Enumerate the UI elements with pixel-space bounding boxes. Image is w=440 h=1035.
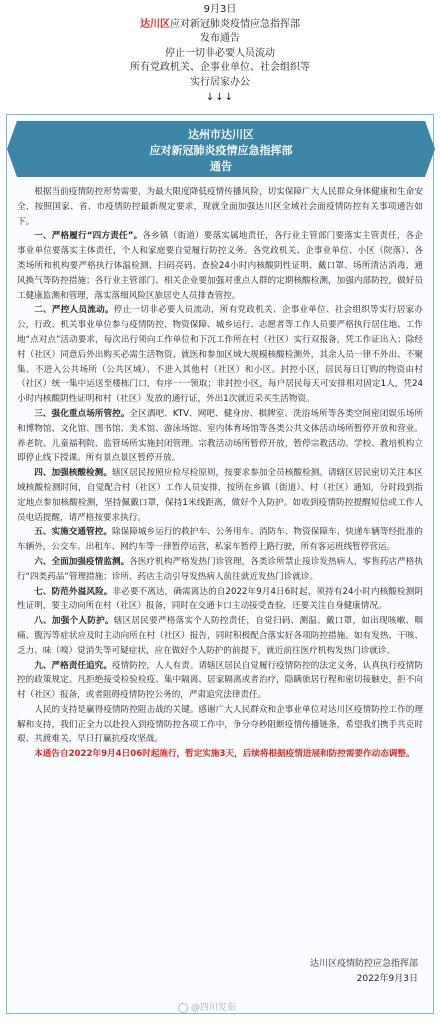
section-8-title: 八、加强个人防护。 <box>34 616 114 627</box>
section-8-text: 辖区居民要严格落实个人防控责任，自觉扫码、测温、戴口罩，如出现咳嗽、咽痛、腹泻等症状应及时主动向所在村（社区）报告，同时积极配合落实好各项防控措施。如有发热、干咳、乏力、味（嗅）觉消失等可疑症状，应在做好个人防护的前提下，就近前往医疗机构发热门诊就诊。 <box>17 616 423 656</box>
section-5-text: 除保障城乡运行的救护车、公务用车、消防车、物资保障车、快递车辆等经批准的车辆外，公交车、出租车、网约车等一律暂停运营，私家车暂停上路行驶，所有客运班线暂停营运。 <box>17 527 423 553</box>
section-6-text: 各医疗机构严格发热门诊管理，各类诊所禁止接诊发热病人，零售药店严格执行“四类药品”管理措施；诊所、药店主动引导发热病人前往就近发热门诊就诊。 <box>17 556 423 582</box>
section-4-title: 四、加强核酸检测。 <box>34 468 112 479</box>
section-3 <box>17 407 423 466</box>
intro-line2: 发布通告 <box>200 33 240 45</box>
section-9 <box>17 659 423 703</box>
intro-paragraph: 根据当前疫情防控形势需要，为最大限度降低疫情传播风险，切实保障广大人民群众身体健康和生命安全，按照国家、省、市疫情防控最新规定要求，现就全面加强达川区全域社会面疫情防控有关事项通告如下。 <box>17 187 423 227</box>
signature-block <box>310 957 418 987</box>
section-9-text: 疫情防控，人人有责。请辖区居民自觉履行疫情防控的法定义务，认真执行疫情防控的政策规定。凡拒绝接受检验检疫、集中隔离、居家隔离或者治疗，隐瞒旅居行程和密切接触史，拒不向村（社区）报备，或者阻碍疫情防控公务的，严肃追究法律责任。 <box>17 660 423 701</box>
intro-arrows: ↓↓↓ <box>205 91 235 103</box>
section-9-title: 九、严格责任追究。 <box>34 660 112 671</box>
notice-banner <box>17 121 425 177</box>
intro-org-rest: 应对新冠肺炎疫情应急指挥部 <box>170 18 300 30</box>
banner-line3: 通告 <box>210 160 232 173</box>
section-1-text: 各乡镇（街道）要落实属地责任，各行业主管部门要落实主管责任，各企事业单位要落实主体责任，个人和家庭要自觉履行防控义务。各党政机关、企事业单位、小区（院落）、各类场所和机构要严格执行体温检测、扫码亮码、查验24小时内核酸阴性证明、戴口罩、场所清洁消毒、通风换气等防控措施；各行业主管部门、相关企业要加强对重点人群的定期核酸检测，加强内部防控，做好员工健康监测和管理，落实落细风险区旅居史人员排查管控。 <box>17 231 423 301</box>
section-1-title: 一、严格履行“四方责任”。 <box>34 231 143 242</box>
section-2-text: 停止一切非必要人员流动，所有党政机关、企事业单位、社会组织等实行居家办公，行政、机关事业单位参与疫情防控、物资保障、城乡运行、志愿者等工作人员要严格执行居住地、工作地“点对点”活动要求，每次出行须向工作单位和下沉工作所在村（社区）实行双报备，凭工作证出入；除经村（社区）同意后外出购买必需生活物资、就医和参加区域大规模核酸检测外，其余人员一律不外出、不聚集、不进入公共场所（公共区域）、不进入其他村（社区）和小区。封控小区，居民每日订购的物资由村（社区）统一集中运送至楼栋门口，有序一一领取；非封控小区，每户居民每天可安排相对固定1人，凭24小时内核酸阴性证明和村（社区）发放的通行证，外出1次就近采买生活物资。 <box>17 305 423 405</box>
watermark-text: @四川发布 <box>191 1003 237 1013</box>
section-7 <box>17 585 423 615</box>
banner-line1: 达州市达川区 <box>188 128 254 141</box>
watermark <box>178 1000 236 1013</box>
closing-paragraph: 人民的支持是赢得疫情防控阻击战的关键。感谢广大人民群众和企事业单位对达川区疫情防控工作的理解和支持，我们正全力以赴投入到疫情防控各项工作中，争分夺秒阻断疫情传播链条，希望我们携手共克时艰、共渡难关，早日打赢抗疫攻坚战。 <box>17 704 423 745</box>
section-3-title: 三、强化重点场所管控。 <box>34 408 130 419</box>
signature-date: 2022年9月3日 <box>356 974 418 984</box>
section-8 <box>17 614 423 658</box>
signature-org: 达川区疫情防控应急指挥部 <box>309 959 418 969</box>
intro-header <box>0 0 440 114</box>
intro-org-line <box>0 18 440 33</box>
intro-line4: 所有党政机关、企事业单位、社会组织等 <box>130 62 310 74</box>
section-5-title: 五、实施交通管控。 <box>34 527 112 538</box>
section-6 <box>17 555 423 585</box>
section-5 <box>17 525 423 555</box>
intro-date: 9月3日 <box>203 4 237 15</box>
intro-org-red: 达川区 <box>140 18 170 30</box>
weibo-icon <box>178 1003 188 1013</box>
intro-line3: 停止一切非必要人员流动 <box>165 47 275 59</box>
intro-line5: 实行居家办公 <box>190 76 250 88</box>
section-2-title: 二、严控人员流动。 <box>34 305 114 316</box>
section-3-text: 全区酒吧、KTV、网吧、健身房、棋牌室、洗浴场所等各类空间密闭娱乐场所和博物馆、文化馆、图书馆、美术馆、游泳场馆、室内体育场馆等各类公共文体活动场所暂停开放和营业。养老院、儿童福利院、监管场所实施封闭管理。宗教活动场所暂停开放，暂停宗教活动。学校、教培机构立即停止线下授课。所有景点景区暂停开放。 <box>17 408 423 464</box>
effective-date-notice: 本通告自2022年9月4日06时起施行，暂定实施3天，后续将根据疫情进展和防控需要作动态调整。 <box>34 749 415 760</box>
section-1 <box>17 229 423 303</box>
section-4 <box>17 466 423 525</box>
section-7-text: 非必要不离达，确需离达的自2022年9月4日6时起，须持有24小时内核酸检测阴性证明，要主动向所在村（社区）报备，同时在交通卡口主动接受查验，还要关注自身健康情况。 <box>17 586 423 612</box>
section-6-title: 六、全面加强疫情监测。 <box>34 556 130 567</box>
section-7-title: 七、防范外溢风险。 <box>34 586 113 597</box>
banner-line2: 应对新冠肺炎疫情应急指挥部 <box>149 144 293 157</box>
section-4-text: 辖区居民按照应检尽检原则，按要求参加全员核酸检测。请辖区居民密切关注本区域核酸检测时间，自觉配合村（社区）工作人员安排，按所在乡镇（街道）、村（社区）通知，分时段到指定地点参加核酸检测，坚持佩戴口罩，保持1米线距离，做好个人防护。如收到疫情防控提醒短信或工作人员电话提醒，请严格按要求执行。 <box>17 468 423 523</box>
notice-frame <box>6 114 434 1014</box>
notice-body <box>17 185 423 762</box>
section-2 <box>17 303 423 407</box>
